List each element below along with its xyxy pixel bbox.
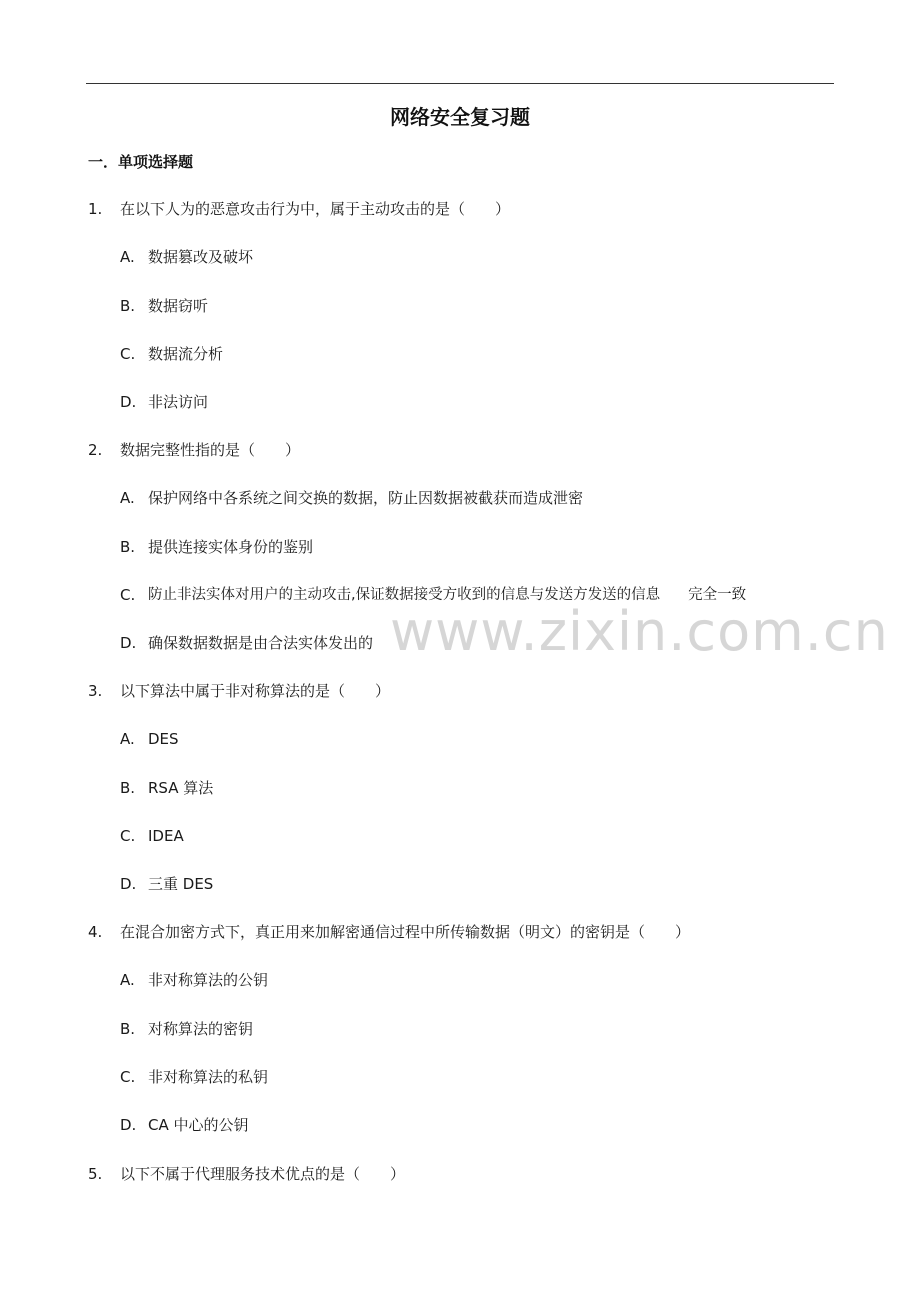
option-label: D. xyxy=(120,634,137,652)
option-label: B. xyxy=(120,538,136,556)
question-text: 数据完整性指的是（ ） xyxy=(120,441,301,459)
option-label: C. xyxy=(120,586,136,604)
question-number: 4. xyxy=(88,923,103,941)
question-text: 以下不属于代理服务技术优点的是（ ） xyxy=(120,1165,406,1183)
option-text: 保护网络中各系统之间交换的数据，防止因数据被截获而造成泄密 xyxy=(148,489,584,507)
option-label: C. xyxy=(120,345,136,363)
option-text: 确保数据数据是由合法实体发出的 xyxy=(148,634,374,652)
option-text: 非法访问 xyxy=(148,393,209,411)
option-text: 防止非法实体对用户的主动攻击,保证数据接受方收到的信息与发送方发送的信息 xyxy=(148,587,661,603)
question-number: 5. xyxy=(88,1165,103,1183)
question-number: 2. xyxy=(88,441,103,459)
question-number: 1. xyxy=(88,200,103,218)
section-heading: 一．单项选择题 xyxy=(88,153,194,171)
question-text: 以下算法中属于非对称算法的是（ ） xyxy=(120,682,391,700)
option-label: A. xyxy=(120,971,135,989)
header-rule xyxy=(86,83,834,84)
option-label: A. xyxy=(120,248,135,266)
option-text: 非对称算法的私钥 xyxy=(148,1068,269,1086)
option-text: 对称算法的密钥 xyxy=(148,1020,254,1038)
option-text: IDEA xyxy=(148,827,184,845)
option-label: D. xyxy=(120,1116,137,1134)
option-text: 三重 DES xyxy=(148,875,214,893)
option-text-tail: 完全一致 xyxy=(688,587,747,603)
option-text: RSA 算法 xyxy=(148,779,214,797)
option-label: B. xyxy=(120,297,136,315)
question-text: 在以下人为的恶意攻击行为中，属于主动攻击的是（ ） xyxy=(120,200,511,218)
option-label: D. xyxy=(120,875,137,893)
option-text: CA 中心的公钥 xyxy=(148,1116,249,1134)
option-text: DES xyxy=(148,730,179,748)
option-text: 数据流分析 xyxy=(148,345,224,363)
option-text: 提供连接实体身份的鉴别 xyxy=(148,538,314,556)
option-text: 非对称算法的公钥 xyxy=(148,971,269,989)
option-label: C. xyxy=(120,1068,136,1086)
question-number: 3. xyxy=(88,682,103,700)
option-label: B. xyxy=(120,779,136,797)
option-text: 数据窃听 xyxy=(148,297,209,315)
watermark: www.zixin.com.cn xyxy=(390,600,889,663)
option-label: C. xyxy=(120,827,136,845)
option-label: D. xyxy=(120,393,137,411)
option-label: A. xyxy=(120,730,135,748)
document-title: 网络安全复习题 xyxy=(390,105,530,129)
option-label: A. xyxy=(120,489,135,507)
option-text: 数据篡改及破坏 xyxy=(148,248,254,266)
option-label: B. xyxy=(120,1020,136,1038)
question-text: 在混合加密方式下，真正用来加解密通信过程中所传输数据（明文）的密钥是（ ） xyxy=(120,923,691,941)
